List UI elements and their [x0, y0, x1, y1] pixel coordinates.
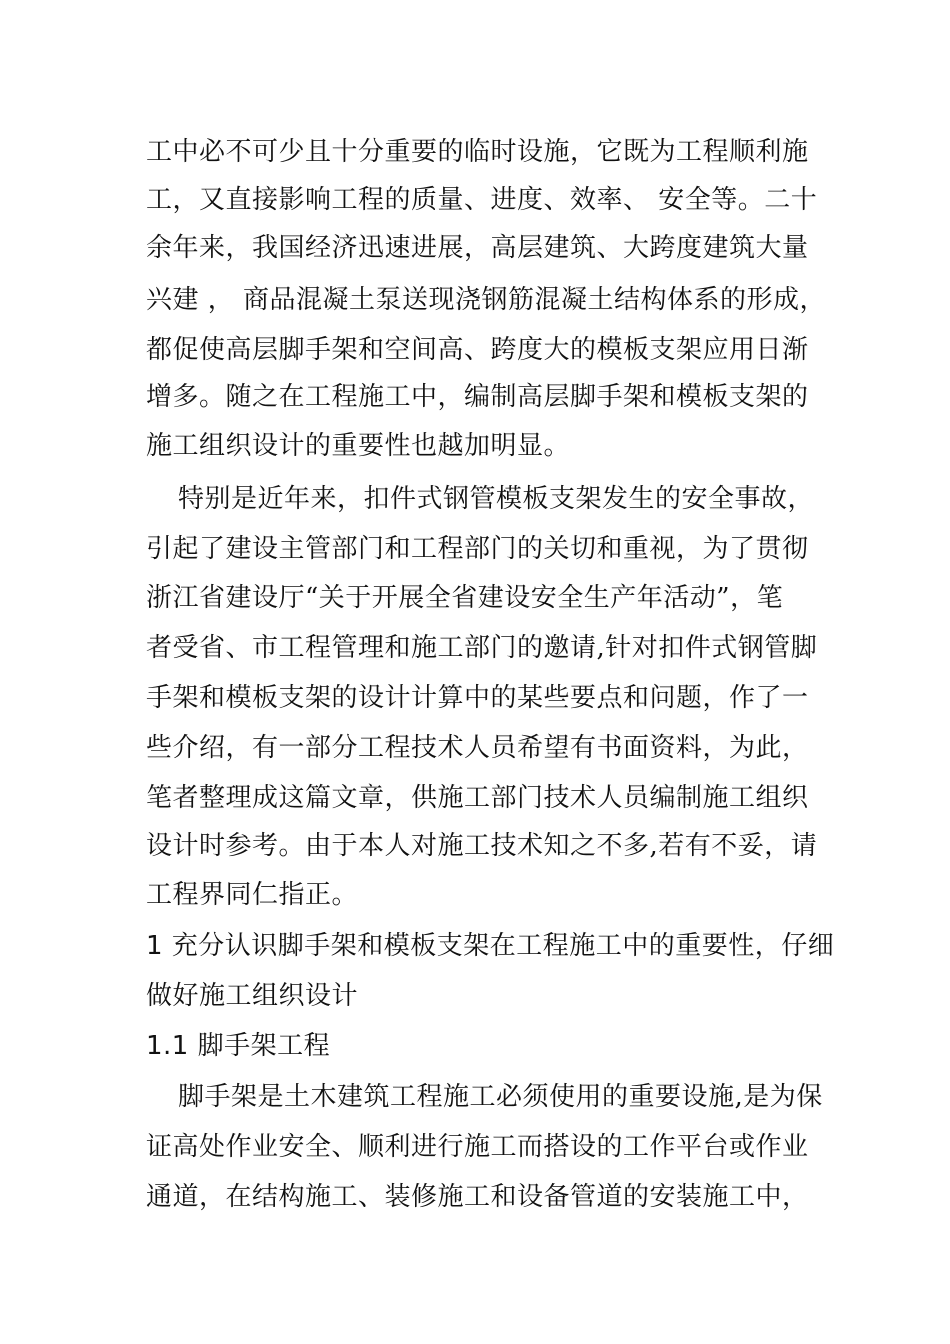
paragraph-2-line-9: 工程界同仁指正。	[146, 880, 359, 910]
paragraph-1-line-3: 余年来，我国经济迅速进展，高层建筑、大跨度建筑大量	[146, 233, 809, 263]
paragraph-1-line-7: 施工组织设计的重要性也越加明显。	[146, 431, 571, 461]
paragraph-3-line-2: 证高处作业安全、顺利进行施工而搭设的工作平台或作业	[146, 1132, 809, 1162]
paragraph-1-line-4: 兴建 ， 商品混凝土泵送现浇钢筋混凝土结构体系的形成，	[146, 285, 827, 315]
paragraph-2-line-2: 引起了建设主管部门和工程部门的关切和重视，为了贯彻	[146, 534, 809, 564]
paragraph-1-line-1: 工中必不可少且十分重要的临时设施，它既为工程顺利施	[146, 137, 809, 167]
paragraph-1-line-6: 增多。随之在工程施工中，编制高层脚手架和模板支架的	[146, 382, 809, 412]
paragraph-2-line-3: 浙江省建设厅“关于开展全省建设安全生产年活动”，笔	[146, 583, 784, 613]
paragraph-2-line-1: 特别是近年来，扣件式钢管模板支架发生的安全事故，	[178, 484, 815, 514]
paragraph-3-line-3: 通道，在结构施工、装修施工和设备管道的安装施工中，	[146, 1182, 809, 1212]
paragraph-2-line-6: 些介绍，有一部分工程技术人员希望有书面资料，为此，	[146, 733, 809, 763]
section-1-1-heading: 1.1 脚手架工程	[146, 1031, 331, 1061]
section-1-heading-line-1: 1 充分认识脚手架和模板支架在工程施工中的重要性，仔细	[146, 931, 835, 961]
paragraph-2-line-8: 设计时参考。由于本人对施工技术知之不多,若有不妥，请	[146, 831, 818, 861]
section-1-heading-line-2: 做好施工组织设计	[146, 981, 359, 1011]
paragraph-1-line-2: 工，又直接影响工程的质量、进度、效率、 安全等。二十	[146, 185, 818, 215]
paragraph-2-line-7: 笔者整理成这篇文章，供施工部门技术人员编制施工组织	[146, 783, 809, 813]
paragraph-2-line-4: 者受省、市工程管理和施工部门的邀请,针对扣件式钢管脚	[146, 633, 818, 663]
paragraph-3-line-1: 脚手架是土木建筑工程施工必须使用的重要设施,是为保	[178, 1082, 823, 1112]
paragraph-1-line-5: 都促使高层脚手架和空间高、跨度大的模板支架应用日渐	[146, 335, 809, 365]
paragraph-2-line-5: 手架和模板支架的设计计算中的某些要点和问题，作了一	[146, 683, 809, 713]
